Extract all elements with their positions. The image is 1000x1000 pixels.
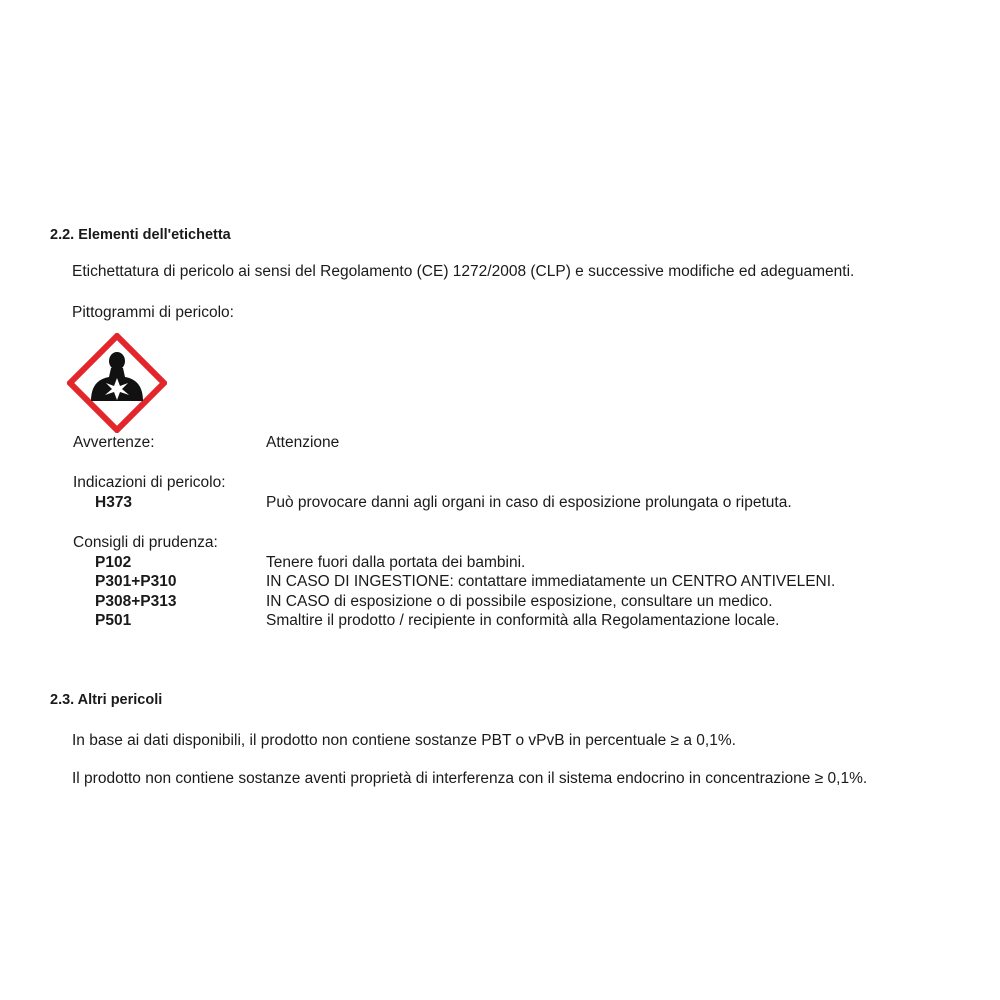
precaution-text: Smaltire il prodotto / recipiente in conformità alla Regolamentazione locale. [266, 612, 780, 629]
section-heading-2-2: 2.2. Elementi dell'etichetta [50, 227, 231, 243]
hazard-statements-label: Indicazioni di pericolo: [73, 474, 226, 491]
hazard-code: H373 [95, 494, 133, 511]
hazard-text: Può provocare danni agli organi in caso di esposizione prolungata o ripetuta. [266, 494, 792, 511]
signal-word: Attenzione [266, 434, 340, 451]
precaution-code: P102 [95, 554, 132, 571]
other-hazards-paragraph: In base ai dati disponibili, il prodotto non contiene sostanze PBT o vPvB in percentuale ≥ a 0,1%. [72, 732, 736, 749]
pictograms-label: Pittogrammi di pericolo: [72, 304, 234, 321]
section-heading-2-3: 2.3. Altri pericoli [50, 692, 163, 708]
precautionary-statements-label: Consigli di prudenza: [73, 534, 218, 551]
precaution-text: Tenere fuori dalla portata dei bambini. [266, 554, 526, 571]
other-hazards-paragraph: Il prodotto non contiene sostanze aventi proprietà di interferenza con il sistema endocrino in concentrazione ≥ 0,1%. [72, 770, 868, 787]
precaution-text: IN CASO DI INGESTIONE: contattare immediatamente un CENTRO ANTIVELENI. [266, 573, 836, 590]
precaution-code: P308+P313 [95, 593, 177, 610]
precaution-text: IN CASO di esposizione o di possibile esposizione, consultare un medico. [266, 593, 773, 610]
labelling-intro: Etichettatura di pericolo ai sensi del Regolamento (CE) 1272/2008 (CLP) e successive modifiche ed adeguamenti. [72, 263, 855, 280]
precaution-code: P301+P310 [95, 573, 177, 590]
health-hazard-icon [67, 333, 167, 433]
signal-word-label: Avvertenze: [73, 434, 155, 451]
precaution-code: P501 [95, 612, 132, 629]
